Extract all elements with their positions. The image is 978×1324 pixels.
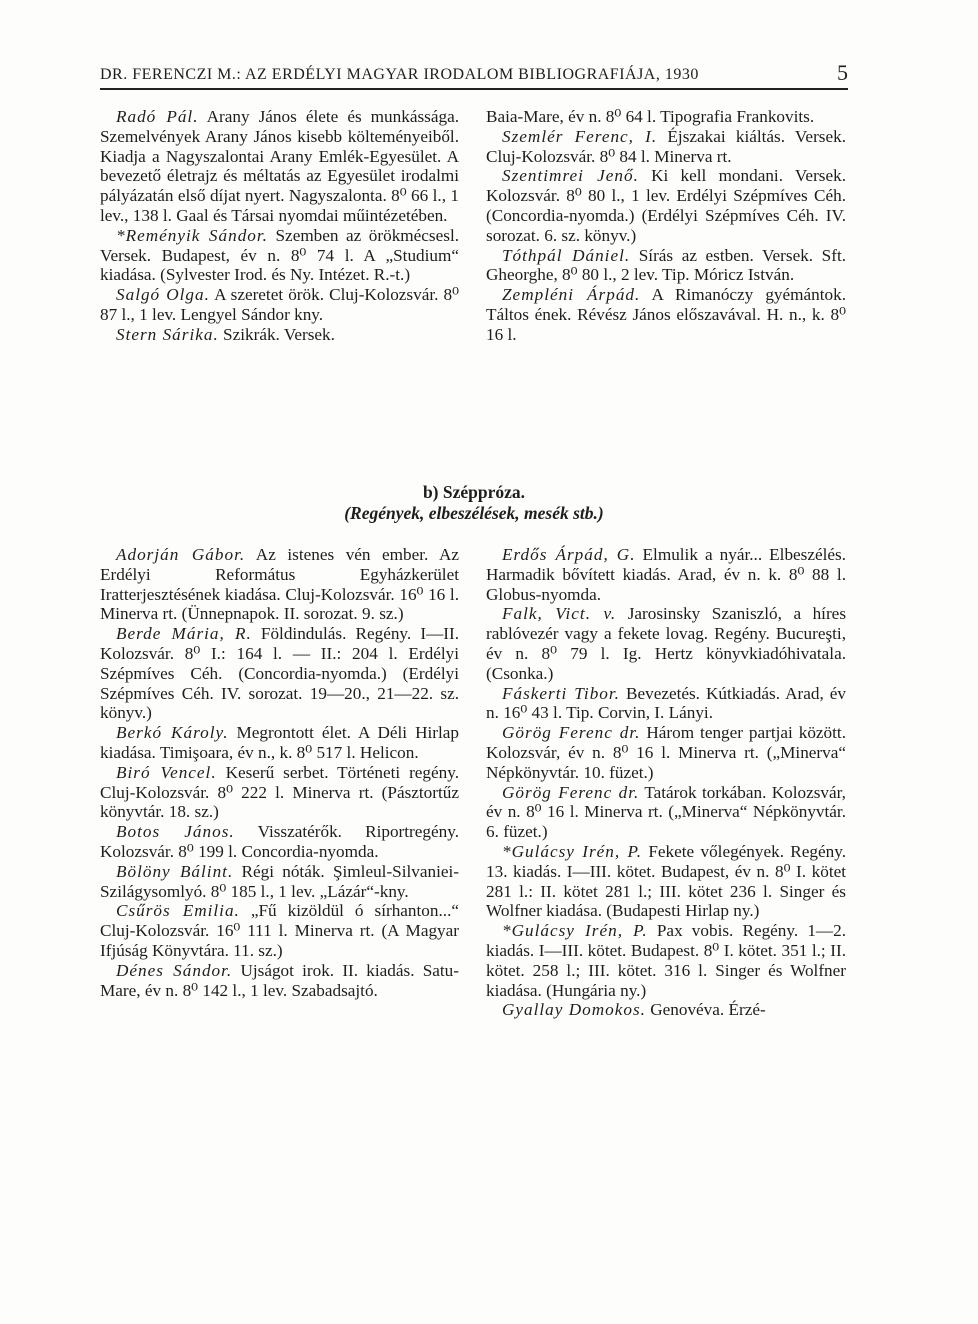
entry-author: Berde Mária, R. xyxy=(116,624,252,644)
entry-author: Botos János. xyxy=(116,822,235,842)
entry-text: Genovéva. Érzé- xyxy=(650,1000,766,1020)
entry-text: Pax vobis. Regény. 1—2. kiadás. I—III. kötet. Budapest. 8⁰ I. kötet. 351 l.; II. kötet. 258 l.; III. kötet. 316 l. Singer és Wolfner kiadása. (Hungária ny.) xyxy=(486,921,846,1000)
entry-text: Visszatérők. Riportregény. Kolozsvár. 8⁰ 199 l. Concordia-nyomda. xyxy=(100,822,459,861)
entry-author: Szentimrei Jenő. xyxy=(502,166,639,186)
bibliography-entry xyxy=(486,842,846,921)
entry-author: Dénes Sándor. xyxy=(116,960,233,980)
entry-author: Görög Ferenc dr. xyxy=(502,723,641,743)
entry-text: Régi nóták. Şimleul-Silvaniei-Szilágysomlyó. 8⁰ 185 l., 1 lev. „Lázár“-kny. xyxy=(100,861,459,901)
bibliography-entry xyxy=(100,822,459,862)
bibliography-entry xyxy=(100,901,459,960)
entry-author: Erdős Árpád, G. xyxy=(502,545,636,564)
bibliography-entry xyxy=(100,226,459,285)
bibliography-entry xyxy=(100,624,459,723)
entry-author: Radó Pál. xyxy=(116,107,199,126)
page-header xyxy=(100,58,848,90)
entry-text: Ki kell mondani. Versek. Kolozsvár. 8⁰ 80 l., 1 lev. Erdélyi Szépmíves Céh. (Concordia-nyomda.) (Erdélyi Szépmíves Céh. IV. sorozat. 6. sz. könyv.) xyxy=(486,166,846,245)
entry-author: Csűrös Emilia. xyxy=(116,901,240,921)
bibliography-entry xyxy=(486,921,846,1000)
entry-author: Görög Ferenc dr. xyxy=(502,782,640,802)
top-right-column xyxy=(486,107,846,345)
bibliography-entry xyxy=(486,107,846,127)
running-title: DR. FERENCZI M.: AZ ERDÉLYI MAGYAR IRODALOM BIBLIOGRAFIÁJA, 1930 xyxy=(100,66,699,83)
bibliography-entry xyxy=(486,684,846,724)
entry-author: *Gulácsy Irén, P. xyxy=(502,921,648,941)
entry-author: Adorján Gábor. xyxy=(116,545,246,564)
entry-text: A szeretet örök. Cluj-Kolozsvár. 8⁰ 87 l., 1 lev. Lengyel Sándor kny. xyxy=(100,285,459,324)
entry-text: Sírás az estben. Versek. Sft. Gheorghe, 8⁰ 80 l., 2 lev. Tip. Móricz István. xyxy=(486,245,847,285)
bibliography-entry xyxy=(486,246,846,286)
entry-text: Szikrák. Versek. xyxy=(223,324,335,344)
bibliography-entry xyxy=(486,783,846,842)
section-heading-block xyxy=(100,482,848,524)
bibliography-entry xyxy=(100,107,459,226)
bibliography-entry xyxy=(100,285,459,325)
entry-text: Az istenes vén ember. Az Erdélyi Református Egyházkerület Iratterjesztésének kiadása. Cluj-Kolozsvár. 16⁰ 16 l. Minerva rt. (Ünnepnapok. II. sorozat. 9. sz.) xyxy=(100,545,459,624)
entry-text: A Rimanóczy gyémántok. Táltos ének. Révész János előszavával. H. n., k. 8⁰ 16 l. xyxy=(486,285,847,344)
entry-text: Jarosinsky Szaniszló, a híres rablóvezér vagy a fekete lovag. Regény. Bucureşti, év n. 8⁰ 79 l. Ig. Hertz könyvkiadóhivatala. (Csonka.) xyxy=(486,604,847,683)
entry-text: Baia-Mare, év n. 8⁰ 64 l. Tipografia Frankovits. xyxy=(486,107,815,126)
entry-text: Tatárok torkában. Kolozsvár, év n. 8⁰ 16 l. Minerva rt. („Minerva“ Népkönyvtár. 6. füzet.) xyxy=(486,782,846,842)
entry-author: Falk, Vict. v. xyxy=(502,604,617,624)
bibliography-entry xyxy=(486,285,846,344)
entry-text: Keserű serbet. Történeti regény. Cluj-Kolozsvár. 8⁰ 222 l. Minerva rt. (Pásztortűz könyvtár. 18. sz.) xyxy=(100,762,460,822)
entry-author: Gyallay Domokos. xyxy=(502,1000,646,1020)
section-heading: b) Széppróza. xyxy=(422,482,526,502)
entry-author: *Gulácsy Irén, P. xyxy=(502,841,643,861)
entry-author: Salgó Olga. xyxy=(116,285,210,305)
bibliography-entry xyxy=(100,325,459,345)
bibliography-entry xyxy=(100,862,459,902)
bibliography-entry xyxy=(100,961,459,1001)
top-left-column xyxy=(100,107,459,345)
entry-author: Tóthpál Dániel. xyxy=(502,245,631,265)
entry-author: Szemlér Ferenc, I. xyxy=(502,126,658,146)
entry-author: Zempléni Árpád. xyxy=(502,285,641,305)
bottom-left-column xyxy=(100,545,459,1000)
page-number: 5 xyxy=(837,60,848,85)
bibliography-entry xyxy=(486,723,846,782)
bibliography-entry xyxy=(100,763,459,822)
entry-text: Bevezetés. Kútkiadás. Arad, év n. 16⁰ 43 l. Tip. Corvin, I. Lányi. xyxy=(486,683,846,723)
entry-author: Biró Vencel. xyxy=(116,762,217,782)
bibliography-entry xyxy=(486,166,846,245)
bibliography-entry xyxy=(486,1000,846,1020)
entry-text: Három tenger partjai között. Kolozsvár, év n. 8⁰ 16 l. Minerva rt. („Minerva“ Népkönyvtár. 10. füzet.) xyxy=(486,723,847,782)
entry-text: Éjszakai kiáltás. Versek. Cluj-Kolozsvár. 8⁰ 84 l. Minerva rt. xyxy=(486,126,846,166)
entry-author: Bölöny Bálint. xyxy=(116,861,234,881)
entry-text: Elmulik a nyár... Elbeszélés. Harmadik bővített kiadás. Arad, év n. k. 8⁰ 88 l. Globus-nyomda. xyxy=(486,545,847,604)
entry-author: Berkó Károly. xyxy=(116,723,229,743)
bibliography-entry xyxy=(100,545,459,624)
entry-text: Szemben az örökmécsesl. Versek. Budapest, év n. 8⁰ 74 l. A „Studium“ kiadása. (Sylvester Irod. és Ny. Intézet. R.-t.) xyxy=(100,225,460,285)
bibliography-entry xyxy=(486,545,846,604)
entry-text: „Fű kizöldül ó sírhanton...“ Cluj-Kolozsvár. 16⁰ 111 l. Minerva rt. (A Magyar Ifjúság Könyvtára. 11. sz.) xyxy=(100,901,459,960)
entry-text: Megrontott élet. A Déli Hirlap kiadása. Timişoara, év n., k. 8⁰ 517 l. Helicon. xyxy=(100,723,459,762)
bibliography-entry xyxy=(100,723,459,763)
section-subheading: (Regények, elbeszélések, mesék stb.) xyxy=(344,503,604,523)
bibliography-entry xyxy=(486,604,846,683)
entry-text: Földindulás. Regény. I—II. Kolozsvár. 8⁰ I.: 164 l. — II.: 204 l. Erdélyi Szépmíves Céh. (Concordia-nyomda.) (Erdélyi Szépmíves Céh. IV. sorozat. 19—20., 21—22. sz. könyv.) xyxy=(100,624,459,723)
entry-author: Fáskerti Tibor. xyxy=(502,683,620,703)
entry-text: Arany János élete és munkássága. Szemelvények Arany János kisebb költeményeiből. Kiadja a Nagyszalontai Arany Emlék-Egyesület. A bevezető életrajz és méltatás az Egyesület irodalmi pályázatán első díjat nyert. Nagyszalonta. 8⁰ 66 l., 1 lev., 138 l. Gaal és Társai nyomdai műintézetében. xyxy=(100,107,459,225)
bottom-right-column xyxy=(486,545,846,1020)
entry-author: Stern Sárika. xyxy=(116,324,219,344)
entry-text: Fekete vőlegények. Regény. 13. kiadás. I—III. kötet. Budapest, év n. 8⁰ I. kötet 281 l.: II. kötet 281 l.; III. kötet 236 l. Singer és Wolfner kiadása. (Budapesti Hirlap ny.) xyxy=(486,841,846,921)
bibliography-entry xyxy=(486,127,846,167)
entry-text: Ujságot irok. II. kiadás. Satu-Mare, év n. 8⁰ 142 l., 1 lev. Szabadsajtó. xyxy=(100,960,459,1000)
entry-author: *Reményik Sándor. xyxy=(116,225,268,245)
